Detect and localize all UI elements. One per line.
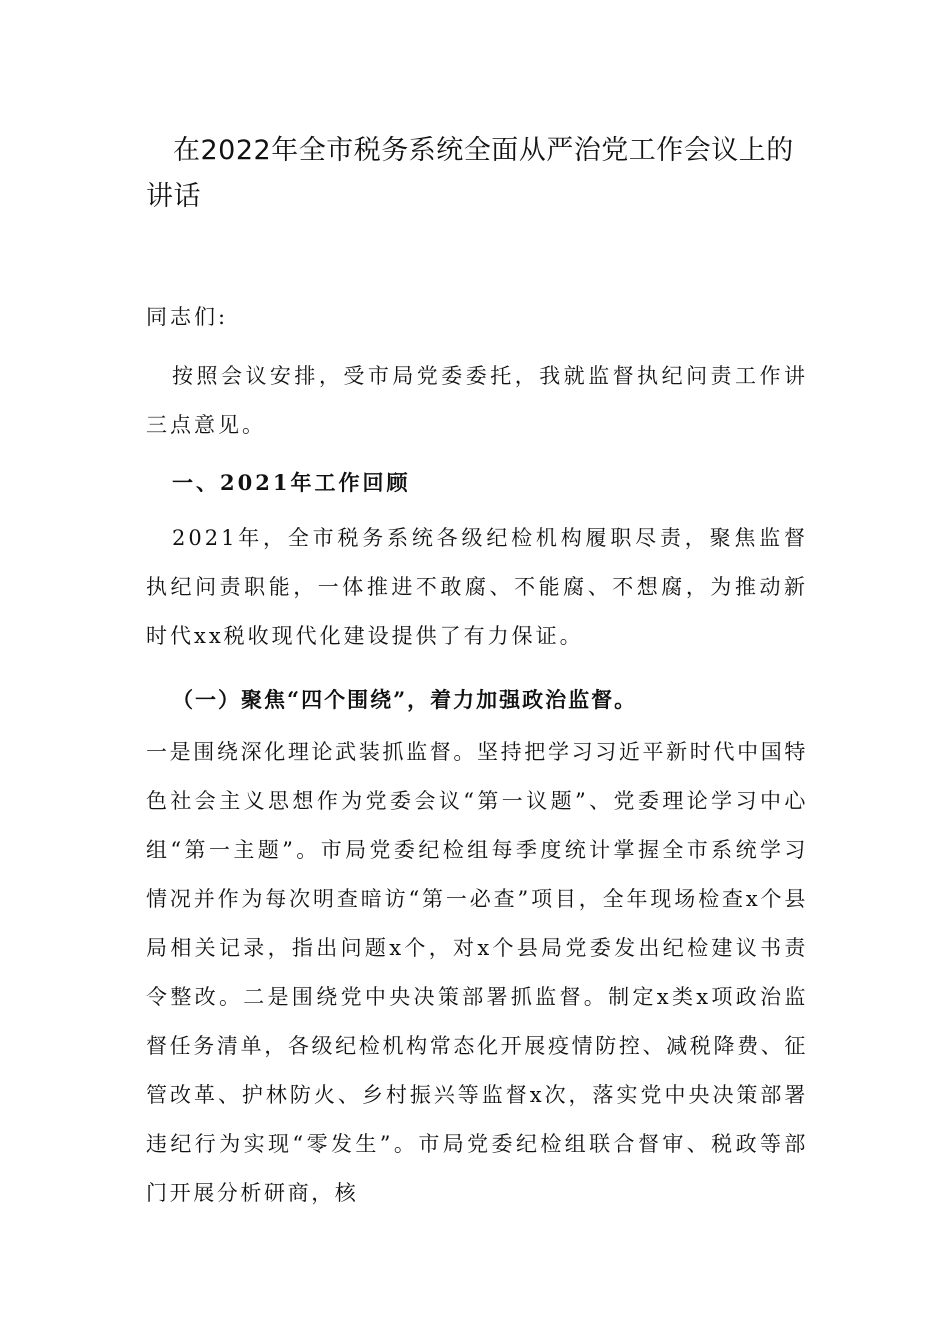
- section-paragraph-1: 2021年，全市税务系统各级纪检机构履职尽责，聚焦监督执纪问责职能，一体推进不敢腐、不能腐、不想腐，为推动新时代xx税收现代化建设提供了有力保证。: [146, 526, 808, 648]
- greeting-line: 同志们:: [146, 305, 229, 329]
- document-title: 在2022年全市税务系统全面从严治党工作会议上的讲话: [146, 135, 794, 212]
- intro-paragraph: 按照会议安排，受市局党委委托，我就监督执纪问责工作讲三点意见。: [146, 364, 808, 437]
- subsection-heading-1: （一）聚焦“四个围绕”，着力加强政治监督。: [172, 687, 638, 712]
- section-heading-1: 一、2021年工作回顾: [172, 470, 411, 495]
- subsection-paragraph-1: 一是围绕深化理论武装抓监督。坚持把学习习近平新时代中国特色社会主义思想作为党委会议“第一议题”、党委理论学习中心组“第一主题”。市局党委纪检组每季度统计掌握全市系统学习情况并作为每次明查暗访“第一必查”项目，全年现场检查x个县局相关记录，指出问题x个，对x个县局党委发出纪检建议书责令整改。二是围绕党中央决策部署抓监督。制定x类x项政治监督任务清单，各级纪检机构常态化开展疫情防控、减税降费、征管改革、护林防火、乡村振兴等监督x次，落实党中央决策部署违纪行为实现“零发生”。市局党委纪检组联合督审、税政等部门开展分析研商，核: [146, 740, 808, 1205]
